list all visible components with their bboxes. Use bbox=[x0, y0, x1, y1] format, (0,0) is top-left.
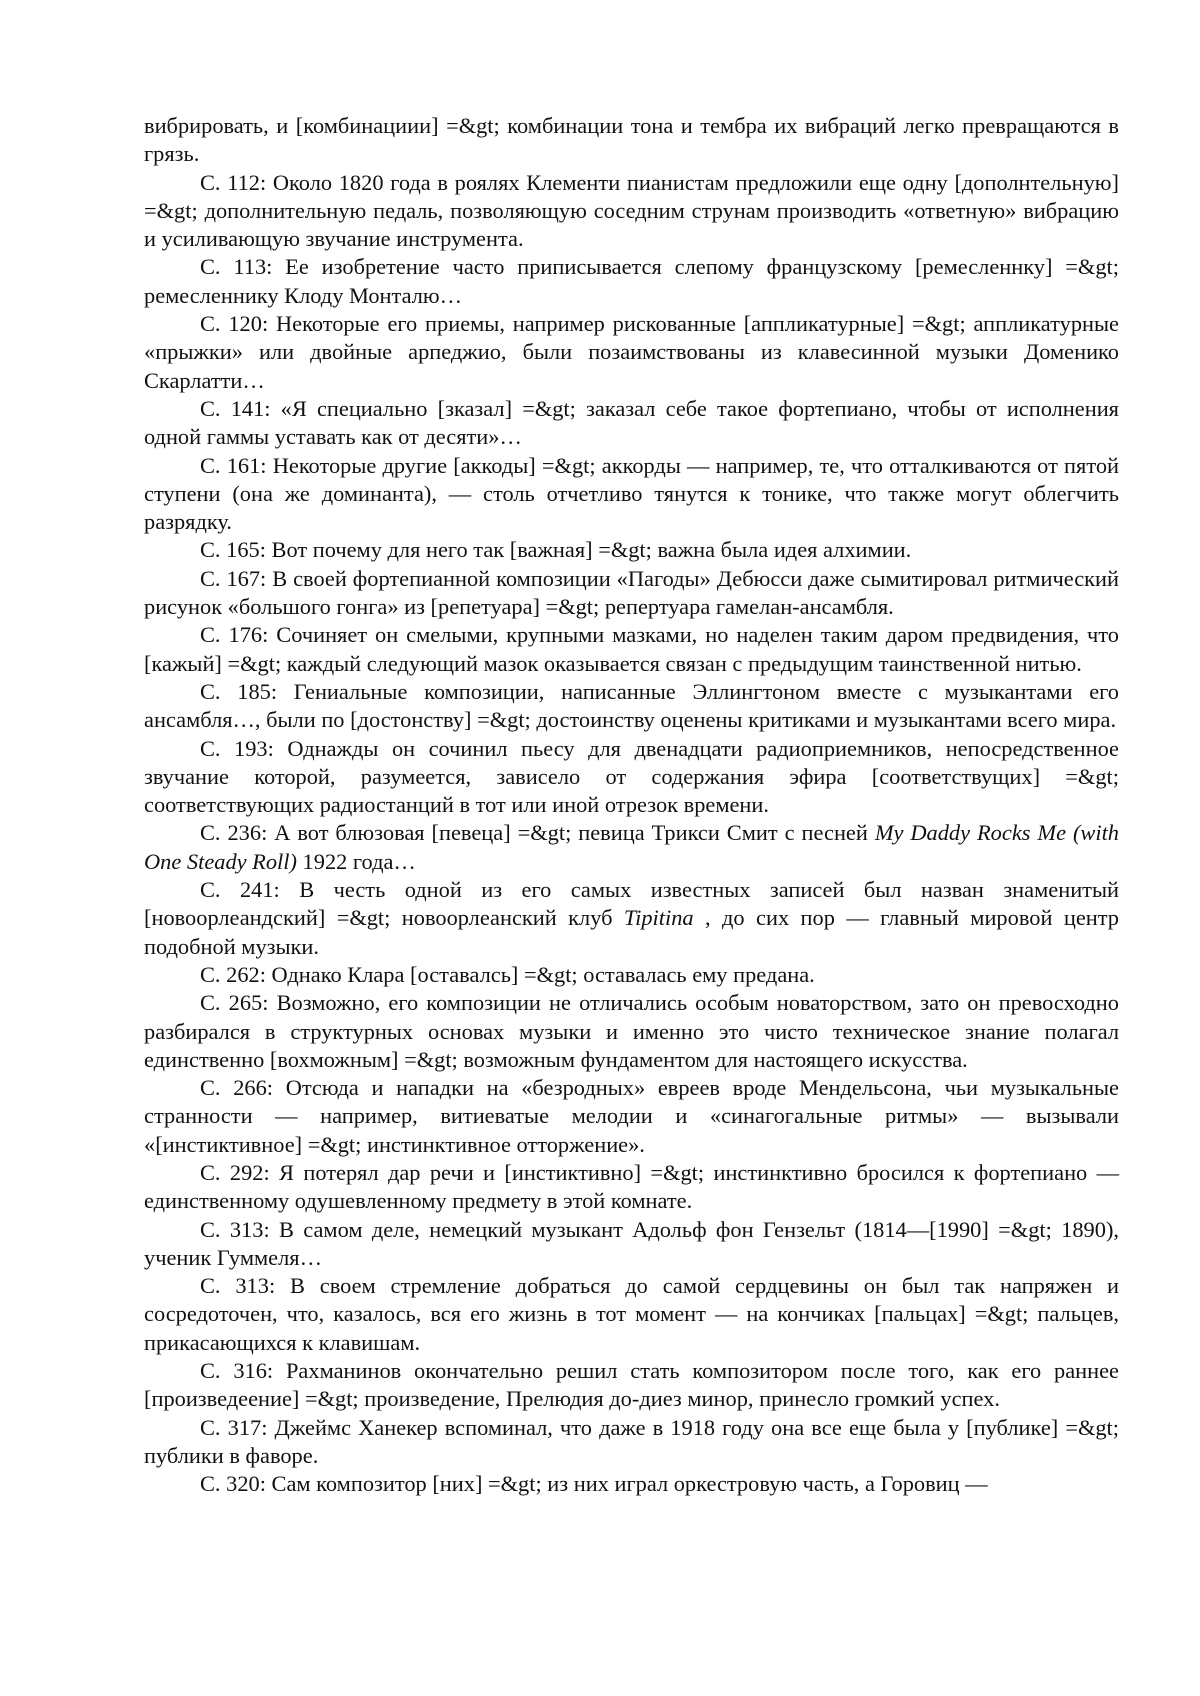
paragraph-p241-text: С. 241: В честь одной из его самых известных записей был назван знаменитый [новоорлеандский] =&gt; новоорлеанский клуб bbox=[144, 877, 1119, 931]
paragraph-p236 bbox=[144, 819, 1119, 876]
paragraph-p313b: С. 313: В своем стремление добраться до самой сердцевины он был так напряжен и сосредоточен, что, казалось, вся его жизнь в тот момент — на кончиках [пальцах] =&gt; пальцев, прикасающихся к клавишам. bbox=[144, 1273, 1119, 1355]
paragraph-continuation: вибрировать, и [комбинациии] =&gt; комбинации тона и тембра их вибраций легко превращаются в грязь. bbox=[144, 113, 1119, 167]
paragraph-p316: С. 316: Рахманинов окончательно решил стать композитором после того, как его раннее [произведеение] =&gt; произведение, Прелюдия до-диез минор, принесло громкий успех. bbox=[144, 1358, 1119, 1412]
paragraph-p167: С. 167: В своей фортепианной композиции «Пагоды» Дебюсси даже сымитировал ритмический рисунок «большого гонга» из [репетуара] =&gt; репертуара гамелан-ансамбля. bbox=[144, 565, 1119, 620]
paragraph-p236-tail: 1922 года… bbox=[296, 848, 416, 874]
paragraph-p313a: С. 313: В самом деле, немецкий музыкант Адольф фон Гензельт (1814—[1990] =&gt; 1890), ученик Гуммеля… bbox=[144, 1216, 1119, 1270]
paragraph-p241-tail: , до сих пор — главный мировой центр подобной музыки. bbox=[144, 905, 1119, 959]
paragraph-p236-text: С. 236: А вот блюзовая [певеца] =&gt; певица Трикси Смит с песней bbox=[200, 820, 875, 846]
paragraph-p113: С. 113: Ее изобретение часто приписывается слепому французскому [ремесленнку] =&gt; ремесленнику Клоду Монталю… bbox=[144, 254, 1119, 308]
paragraph-p241 bbox=[144, 876, 1119, 961]
paragraph-p141: С. 141: «Я специально [зказал] =&gt; заказал себе такое фортепиано, чтобы от исполнения одной гаммы уставать как от десяти»… bbox=[144, 395, 1119, 450]
paragraph-p176: С. 176: Сочиняет он смелыми, крупными мазками, но наделен таким даром предвидения, что [кажый] =&gt; каждый следующий мазок оказывается связан с предыдущим таинственной нитью. bbox=[144, 622, 1119, 676]
paragraph-p320: С. 320: Сам композитор [них] =&gt; из них играл оркестровую часть, а Горовиц — bbox=[200, 1471, 988, 1497]
document-page bbox=[144, 112, 1119, 1499]
club-name: Tipitina bbox=[623, 905, 694, 931]
paragraph-p112: С. 112: Около 1820 года в роялях Клементи пианистам предложили еще одну [дополнтельную] =&gt; дополнительную педаль, позволяющую соседним струнам производить «ответную» вибрацию и усиливающую звучание инструмента. bbox=[144, 169, 1119, 252]
song-title: My Daddy Rocks Me (with One Steady Roll) bbox=[144, 820, 1119, 874]
paragraph-p266: С. 266: Отсюда и нападки на «безродных» евреев вроде Мендельсона, чьи музыкальные странности — например, витиеватые мелодии и «синагогальные ритмы» — вызывали «[инстиктивное] =&gt; инстинктивное отторжение». bbox=[144, 1075, 1119, 1157]
paragraph-p292: С. 292: Я потерял дар речи и [инстиктивно] =&gt; инстинктивно бросился к фортепиано — единственному одушевленному предмету в этой комнате. bbox=[144, 1159, 1119, 1214]
paragraph-p120: С. 120: Некоторые его приемы, например рискованные [аппликатурные] =&gt; аппликатурные «прыжки» или двойные арпеджио, были позаимствованы из клавесинной музыки Доменико Скарлатти… bbox=[144, 311, 1119, 393]
paragraph-p185: С. 185: Гениальные композиции, написанные Эллингтоном вместе с музыкантами его ансамбля…, были по [достонству] =&gt; достоинству оценены критиками и музыкантами всего мира. bbox=[144, 678, 1119, 733]
paragraph-p165: С. 165: Вот почему для него так [важная] =&gt; важна была идея алхимии. bbox=[200, 537, 912, 563]
paragraph-p193: С. 193: Однажды он сочинил пьесу для двенадцати радиоприемников, непосредственное звучание которой, разумеется, зависело от содержания эфира [соответствущих] =&gt; соответствующих радиостанций в тот или иной отрезок времени. bbox=[144, 735, 1119, 818]
paragraph-p262: С. 262: Однако Клара [оставалсь] =&gt; оставалась ему предана. bbox=[200, 961, 815, 987]
paragraph-p317: С. 317: Джеймс Ханекер вспоминал, что даже в 1918 году она все еще была у [публике] =&gt; публики в фаворе. bbox=[144, 1414, 1119, 1468]
paragraph-p265: С. 265: Возможно, его композиции не отличались особым новаторством, зато он превосходно разбирался в структурных основах музыки и именно это чисто техническое знание полагал единственно [вохможным] =&gt; возможным фундаментом для настоящего искусства. bbox=[144, 990, 1119, 1072]
paragraph-p161: С. 161: Некоторые другие [аккоды] =&gt; аккорды — например, те, что отталкиваются от пятой ступени (она же доминанта), — столь отчетливо тянутся к тонике, что также могут облегчить разрядку. bbox=[144, 452, 1119, 535]
